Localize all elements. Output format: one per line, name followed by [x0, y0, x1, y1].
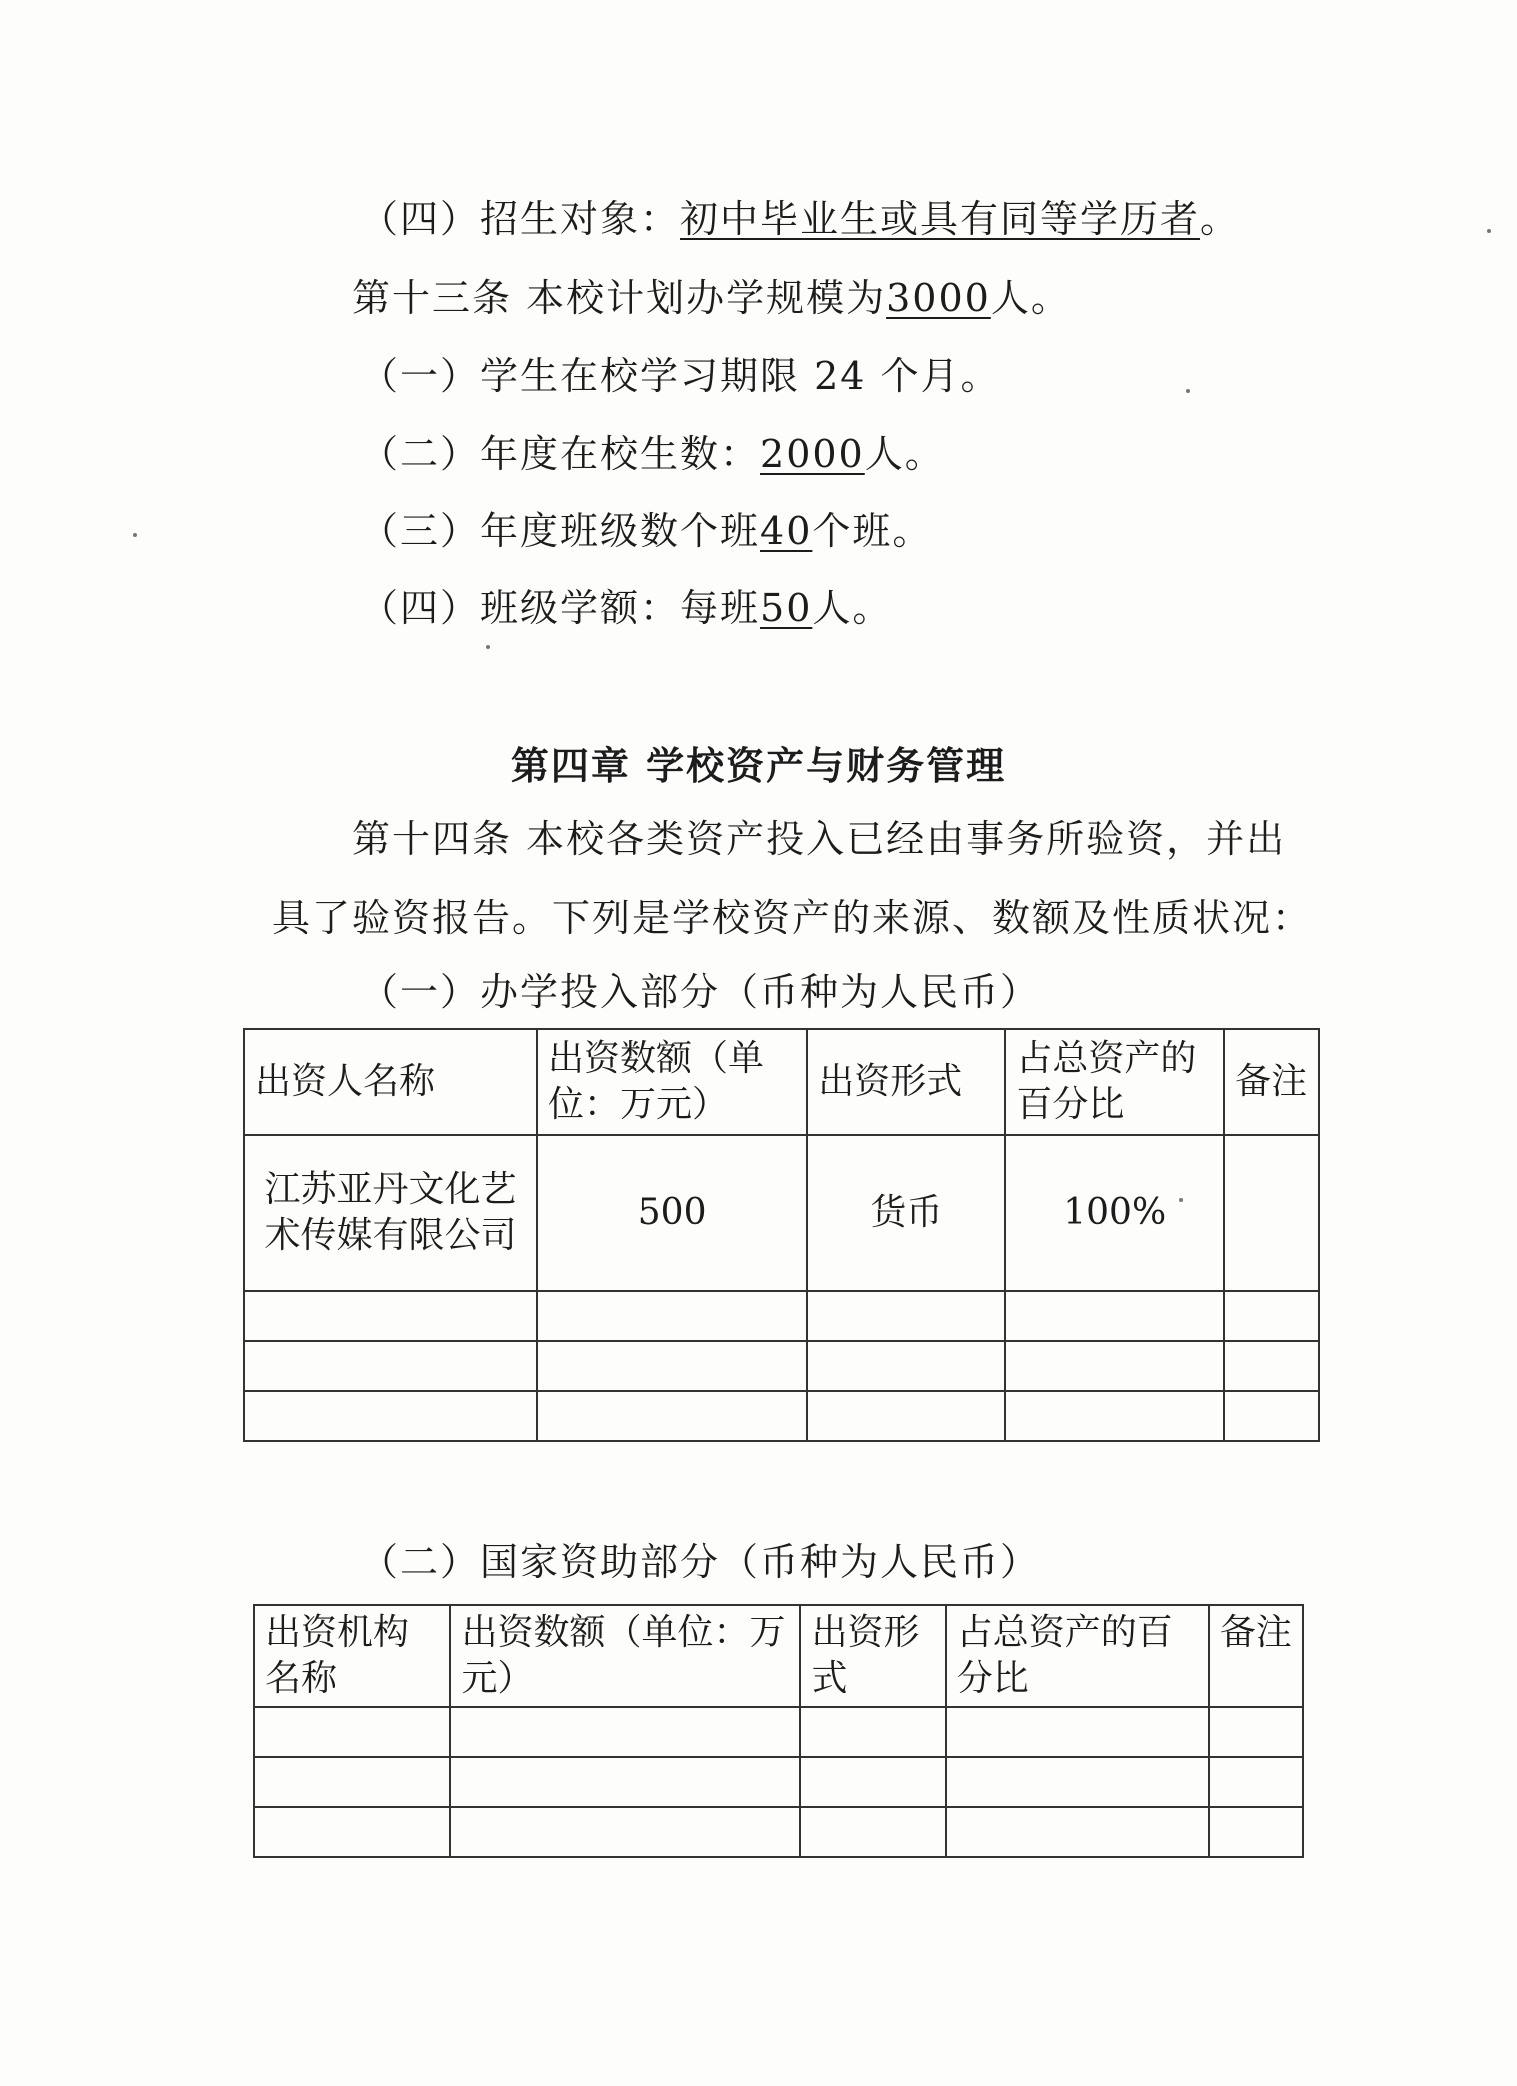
table-cell	[807, 1291, 1005, 1341]
table-cell	[1005, 1291, 1224, 1341]
table-cell	[1209, 1707, 1303, 1757]
cell-amount: 500	[537, 1135, 807, 1291]
table-cell	[254, 1757, 450, 1807]
table-cell	[807, 1341, 1005, 1391]
scan-speck	[1487, 229, 1491, 233]
admission-target-value: 初中毕业生或具有同等学历者	[680, 197, 1201, 241]
class-size-line: （四）班级学额：每班50人。	[360, 586, 893, 630]
table-cell	[1005, 1341, 1224, 1391]
table-cell	[450, 1807, 800, 1857]
article-13-line: 第十三条 本校计划办学规模为3000人。	[352, 276, 1071, 320]
header-percentage: 占总资产的百分比	[1005, 1029, 1224, 1135]
study-period-line: （一）学生在校学习期限 24 个月。	[360, 354, 1001, 398]
table-cell	[244, 1341, 537, 1391]
school-scale-value: 3000	[886, 276, 991, 320]
table-cell	[254, 1707, 450, 1757]
table-cell	[1209, 1807, 1303, 1857]
table-cell	[244, 1291, 537, 1341]
class-count-value: 40	[760, 509, 813, 553]
header-form: 出资形式	[807, 1029, 1005, 1135]
cell-form: 货币	[807, 1135, 1005, 1291]
investment-table	[243, 1028, 1320, 1442]
table-cell	[800, 1707, 945, 1757]
header-institution-name: 出资机构名称	[254, 1605, 450, 1707]
cell-remarks	[1224, 1135, 1319, 1291]
scan-speck	[486, 645, 490, 649]
table-cell	[1224, 1391, 1319, 1441]
admission-target-label: （四）招生对象：	[360, 197, 681, 241]
annual-students-line: （二）年度在校生数：2000人。	[360, 432, 945, 476]
table-header-row	[244, 1029, 1319, 1135]
table-row	[254, 1757, 1303, 1807]
table-row	[254, 1707, 1303, 1757]
table-cell	[254, 1807, 450, 1857]
class-size-value: 50	[760, 586, 813, 630]
table-row	[254, 1807, 1303, 1857]
table-cell	[1209, 1757, 1303, 1807]
scan-speck	[1186, 389, 1190, 393]
table-row	[244, 1391, 1319, 1441]
class-count-line: （三）年度班级数个班40个班。	[360, 509, 933, 553]
table-row	[244, 1291, 1319, 1341]
table-cell	[800, 1757, 945, 1807]
table-cell	[450, 1707, 800, 1757]
table-row	[244, 1341, 1319, 1391]
table-cell	[537, 1291, 807, 1341]
state-funding-table	[253, 1604, 1304, 1858]
table-header-row	[254, 1605, 1303, 1707]
scan-speck	[133, 533, 137, 537]
header-investor-name: 出资人名称	[244, 1029, 537, 1135]
header-percentage: 占总资产的百分比	[946, 1605, 1209, 1707]
admission-target-line: （四）招生对象：初中毕业生或具有同等学历者。	[360, 197, 1241, 241]
table-1-caption: （一）办学投入部分（币种为人民币）	[360, 970, 1041, 1014]
table-cell	[537, 1391, 807, 1441]
table-cell	[807, 1391, 1005, 1441]
table-cell	[946, 1757, 1209, 1807]
header-form: 出资形式	[800, 1605, 945, 1707]
table-cell	[450, 1757, 800, 1807]
table-cell	[946, 1707, 1209, 1757]
cell-percentage: 100%	[1005, 1135, 1224, 1291]
article-14-line-1: 第十四条 本校各类资产投入已经由事务所验资，并出	[352, 817, 1287, 861]
table-cell	[1224, 1291, 1319, 1341]
table-2-caption: （二）国家资助部分（币种为人民币）	[360, 1540, 1041, 1584]
table-cell	[800, 1807, 945, 1857]
chapter-title: 第四章 学校资产与财务管理	[510, 744, 1007, 788]
header-remarks: 备注	[1209, 1605, 1303, 1707]
cell-investor-name: 江苏亚丹文化艺术传媒有限公司	[244, 1135, 537, 1291]
scan-speck	[1179, 1198, 1183, 1202]
header-amount: 出资数额（单位：万元）	[537, 1029, 807, 1135]
article-14-line-2: 具了验资报告。下列是学校资产的来源、数额及性质状况：	[272, 896, 1313, 940]
header-amount: 出资数额（单位：万元）	[450, 1605, 800, 1707]
annual-students-value: 2000	[760, 432, 865, 476]
header-remarks: 备注	[1224, 1029, 1319, 1135]
table-cell	[1005, 1391, 1224, 1441]
table-cell	[1224, 1341, 1319, 1391]
table-row	[244, 1135, 1319, 1291]
table-cell	[946, 1807, 1209, 1857]
table-cell	[244, 1391, 537, 1441]
table-cell	[537, 1341, 807, 1391]
